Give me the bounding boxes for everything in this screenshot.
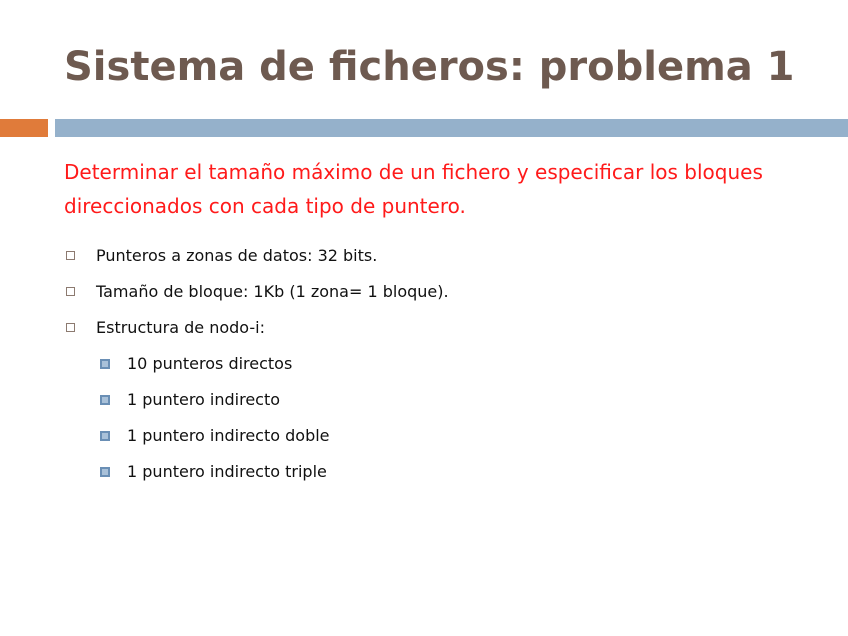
- bullet-text: 1 puntero indirecto: [127, 390, 281, 409]
- bullet-item-block-size: [64, 274, 449, 310]
- sub-bullet-direct-pointers: [64, 346, 449, 382]
- filled-square-bullet-icon: [100, 467, 110, 477]
- filled-square-bullet-icon: [100, 359, 110, 369]
- sub-bullet-triple-indirect-pointer: [64, 454, 449, 490]
- bullet-item-pointer-size: [64, 238, 449, 274]
- bullet-text: Punteros a zonas de datos: 32 bits.: [96, 246, 378, 265]
- filled-square-bullet-icon: [100, 431, 110, 441]
- bullet-text: 1 puntero indirecto triple: [127, 462, 327, 481]
- hollow-square-bullet-icon: [66, 251, 75, 260]
- bullet-text: Estructura de nodo-i:: [96, 318, 265, 337]
- slide-title: Sistema de ficheros: problema 1: [64, 44, 795, 90]
- bullet-text: 1 puntero indirecto doble: [127, 426, 330, 445]
- accent-band-orange: [0, 119, 48, 137]
- bullet-list: [64, 238, 449, 490]
- slide-lead-text: Determinar el tamaño máximo de un fichero y especificar los bloques direccionados con cada tipo de puntero.: [64, 160, 763, 218]
- sub-bullet-indirect-pointer: [64, 382, 449, 418]
- bullet-item-inode-structure: [64, 310, 449, 346]
- bullet-text: 10 punteros directos: [127, 354, 293, 373]
- sub-bullet-double-indirect-pointer: [64, 418, 449, 454]
- hollow-square-bullet-icon: [66, 323, 75, 332]
- filled-square-bullet-icon: [100, 395, 110, 405]
- hollow-square-bullet-icon: [66, 287, 75, 296]
- bullet-text: Tamaño de bloque: 1Kb (1 zona= 1 bloque).: [96, 282, 449, 301]
- accent-band-blue: [55, 119, 848, 137]
